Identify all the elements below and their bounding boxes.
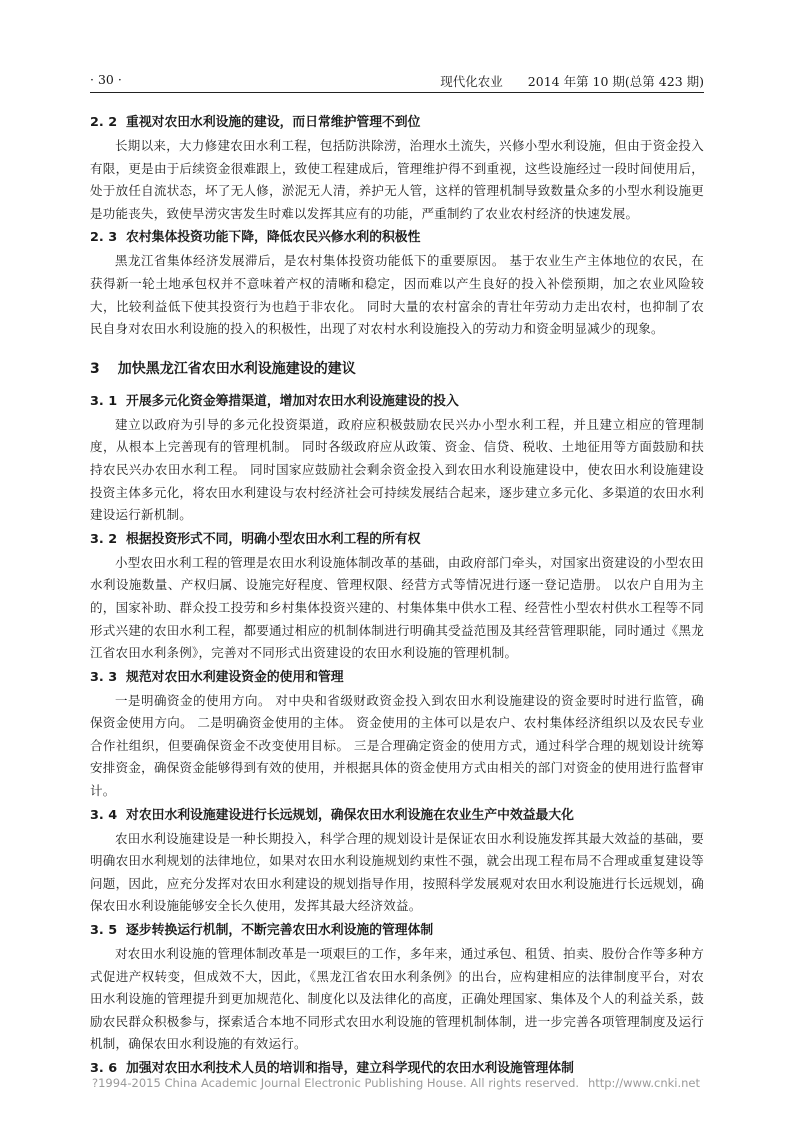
body-paragraph: 农田水利设施建设是一种长期投入，科学合理的规划设计是保证农田水利设施发挥其最大效益的基础，要明确农田水利规划的法律地位，如果对农田水利设施规划约束性不强，就会出现工程布局不合理或重复建设等问题，因此，应充分发挥对农田水利建设的规划指导作用，按照科学发展观对农田水利设施进行长远规划，确保农田水利设施能够安全长久使用，发挥其最大经济效益。 — [90, 830, 704, 914]
site-url: http://www.cnki.net — [587, 1076, 700, 1090]
heading-title: 重视对农田水利设施的建设，而日常维护管理不到位 — [126, 115, 421, 130]
body-paragraph: 一是明确资金的使用方向。 对中央和省级财政资金投入到农田水利设施建设的资金要时时进行监管，确保资金使用方向。 二是明确资金使用的主体。 资金使用的主体可以是农户、农村集体经济组织以及农民专业合作社组织，但要确保资金不改变使用目标。 三是合理确定资金的使用方式，通过科学合理的规划设计统筹安排资金，确保资金能够得到有效的使用，并根据具体的资金使用方式由相关的部门对资金的使用进行监督审计。 — [90, 692, 704, 799]
body-paragraph: 对农田水利设施的管理体制改革是一项艰巨的工作，多年来，通过承包、租赁、拍卖、股份合作等多种方式促进产权转变，但成效不大，因此，《黑龙江省农田水利条例》的出台，应构建相应的法律制度平台，对农田水利设施的管理提升到更加规范化、制度化以及法律化的高度，正确处理国家、集体及个人的利益关系，鼓励农民群众积极参与，探索适合本地不同形式农田水利设施的管理机制体制，进一步完善各项管理制度及运行机制，确保农田水利设施的有效运行。 — [90, 946, 704, 1052]
heading-number: 3. 6 — [90, 1061, 118, 1076]
heading-title: 加快黑龙江省农田水利设施建设的建议 — [117, 360, 356, 377]
subsection-heading — [90, 229, 704, 247]
heading-title: 对农田水利设施建设进行长远规划，确保农田水利设施在农业生产中效益最大化 — [126, 807, 574, 823]
section-heading — [90, 359, 704, 379]
heading-title: 开展多元化资金筹措渠道，增加对农田水利设施建设的投入 — [126, 393, 459, 409]
page-number: · 30 · — [90, 72, 122, 87]
heading-number: 3. 4 — [90, 807, 118, 823]
heading-title: 规范对农田水利建设资金的使用和管理 — [126, 669, 344, 685]
journal-info: 现代化农业 2014 年第 10 期(总第 423 期) — [440, 74, 704, 89]
body-paragraph: 建立以政府为引导的多元化投资渠道，政府应积极鼓励农民兴办小型水利工程，并且建立相应的管理制度，从根本上完善现有的管理机制。 同时各级政府应从政策、资金、信贷、税收、土地征用等方面鼓励和扶持农民兴办农田水利工程。 同时国家应鼓励社会剩余资金投入到农田水利设施建设中，使农田水利设施建设投资主体多元化，将农田水利建设与农村经济社会可持续发展结合起来，逐步建立多元化、多渠道的农田水利建设运行新机制。 — [90, 416, 704, 523]
heading-title: 农村集体投资功能下降，降低农民兴修水利的积极性 — [126, 230, 421, 246]
body-paragraph: 小型农田水利工程的管理是农田水利设施体制改革的基础，由政府部门牵头，对国家出资建设的小型农田水利设施数量、产权归属、设施完好程度、管理权限、经营方式等情况进行逐一登记造册。 以农户自用为主的，国家补助、群众投工投劳和乡村集体投资兴建的、村集体集中供水工程、经营性小型农村供水工程等不同形式兴建的农田水利工程，都要通过相应的机制体制进行明确其受益范围及其经营管理职能，同时通过《黑龙江省农田水利条例》，完善对不同形式出资建设的农田水利设施的管理机制。 — [90, 554, 704, 661]
heading-number: 2. 2 — [90, 115, 118, 130]
heading-title: 加强对农田水利技术人员的培训和指导，建立科学现代的农田水利设施管理体制 — [126, 1061, 574, 1076]
subsection-heading — [90, 531, 704, 549]
heading-number: 3. 5 — [90, 923, 118, 939]
heading-number: 3. 3 — [90, 669, 118, 685]
heading-number: 3 — [90, 360, 100, 377]
page-header — [90, 68, 704, 93]
subsection-heading — [90, 669, 704, 687]
subsection-heading — [90, 114, 704, 132]
heading-title: 逐步转换运行机制，不断完善农田水利设施的管理体制 — [126, 923, 434, 939]
heading-number: 2. 3 — [90, 230, 118, 246]
heading-number: 3. 2 — [90, 531, 118, 547]
heading-number: 3. 1 — [90, 393, 118, 409]
subsection-heading — [90, 922, 704, 940]
article-body — [90, 112, 704, 1081]
body-paragraph: 黑龙江省集体经济发展滞后，是农村集体投资功能低下的重要原因。 基于农业生产主体地位的农民，在获得新一轮土地承包权并不意味着产权的清晰和稳定，因而难以产生良好的投入补偿预期，加之农业风险较大，比较利益低下使其投资行为也趋于非农化。 同时大量的农村富余的青壮年劳动力走出农村，也抑制了农民自身对农田水利设施的投入的积极性，出现了对农村水利设施投入的劳动力和资金明显减少的现象。 — [90, 253, 704, 337]
subsection-heading — [90, 807, 704, 825]
subsection-heading — [90, 393, 704, 411]
copyright-notice: ?1994-2015 China Academic Journal Electronic Publishing House. All rights reserved. — [92, 1076, 580, 1090]
heading-title: 根据投资形式不同，明确小型农田水利工程的所有权 — [126, 531, 421, 547]
body-paragraph: 长期以来，大力修建农田水利工程，包括防洪除涝，治理水土流失，兴修小型水利设施，但由于资金投入有限，更是由于后续资金很难跟上，致使工程建成后，管理维护得不到重视，这些设施经过一段时间使用后，处于放任自流状态，坏了无人修，淤泥无人清，养护无人管，这样的管理机制导致数量众多的小型水利设施更是功能丧失，致使旱涝灾害发生时难以发挥其应有的功能，严重制约了农业农村经济的快速发展。 — [90, 138, 704, 221]
